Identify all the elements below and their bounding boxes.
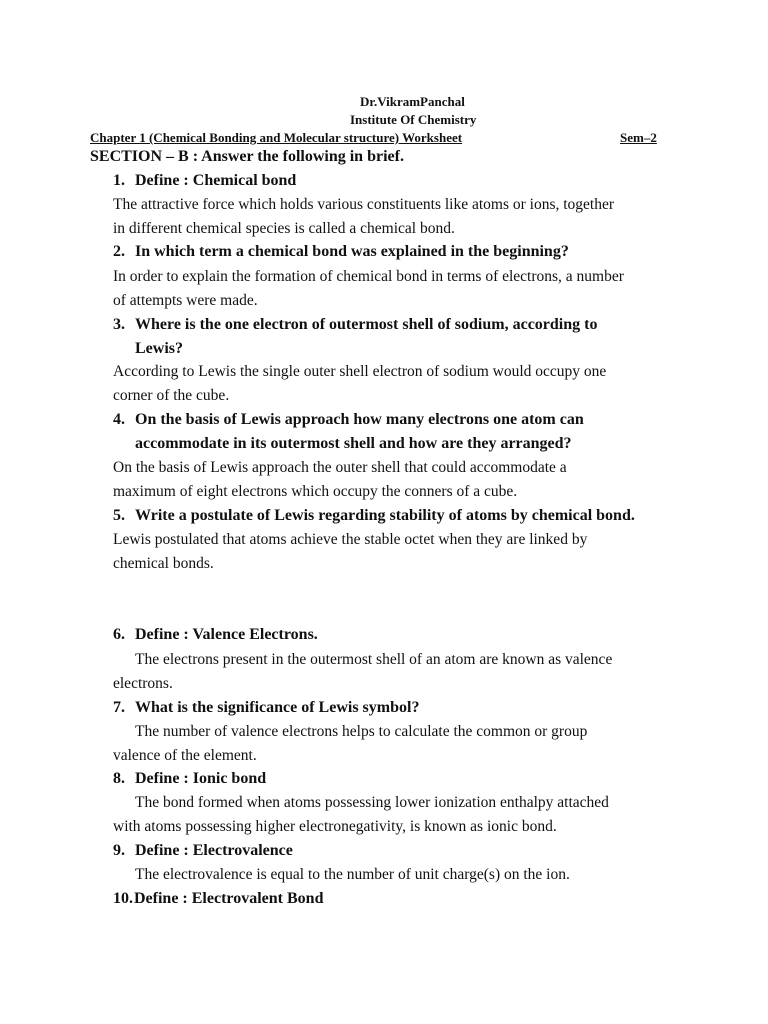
question-text: Define : Electrovalent Bond (134, 890, 324, 907)
question-7 (113, 696, 419, 720)
question-8 (113, 767, 266, 791)
answer-line: electrons. (113, 675, 173, 692)
answer-3 (113, 360, 606, 408)
question-9 (113, 839, 293, 863)
answer-line: valence of the element. (113, 747, 257, 764)
answer-line: The bond formed when atoms possessing lower ionization enthalpy attached (135, 794, 609, 811)
answer-line: in different chemical species is called a chemical bond. (113, 220, 455, 237)
answer-5 (113, 528, 587, 576)
question-text: Define : Ionic bond (135, 770, 267, 787)
question-text: Define : Electrovalence (135, 842, 293, 859)
answer-7 (113, 720, 587, 768)
question-number: 7. (113, 699, 125, 716)
question-text: On the basis of Lewis approach how many electrons one atom can (135, 411, 584, 428)
question-number: 4. (113, 411, 125, 428)
question-text: Define : Chemical bond (135, 172, 297, 189)
answer-2 (113, 265, 624, 313)
answer-line: The number of valence electrons helps to calculate the common or group (135, 723, 588, 740)
question-1 (113, 169, 296, 193)
author-name: Dr.VikramPanchal (360, 94, 465, 109)
institute-name: Institute Of Chemistry (350, 112, 477, 127)
question-4 (113, 408, 584, 456)
answer-line: chemical bonds. (113, 555, 214, 572)
answer-line: maximum of eight electrons which occupy the conners of a cube. (113, 483, 518, 500)
question-text: Write a postulate of Lewis regarding stability of atoms by chemical bond. (135, 507, 635, 524)
question-number: 3. (113, 316, 125, 333)
question-text: What is the significance of Lewis symbol? (135, 699, 420, 716)
question-6 (113, 623, 318, 647)
semester-label: Sem–2 (620, 130, 657, 145)
question-3 (113, 313, 597, 361)
section-title: SECTION – B : Answer the following in brief. (90, 148, 404, 165)
answer-line: In order to explain the formation of chemical bond in terms of electrons, a number (113, 268, 624, 285)
question-number: 6. (113, 626, 125, 643)
question-number: 5. (113, 507, 125, 524)
answer-line: The electrovalence is equal to the number of unit charge(s) on the ion. (135, 866, 570, 883)
question-number: 1. (113, 172, 125, 189)
chapter-title: Chapter 1 (Chemical Bonding and Molecular structure) Worksheet (90, 130, 463, 145)
question-number: 9. (113, 842, 125, 859)
question-text: Where is the one electron of outermost shell of sodium, according to (135, 316, 598, 333)
question-text-continued: accommodate in its outermost shell and how are they arranged? (135, 435, 572, 452)
question-5 (113, 504, 635, 528)
answer-8 (113, 791, 609, 839)
answer-line: According to Lewis the single outer shell electron of sodium would occupy one (113, 363, 607, 380)
answer-line: with atoms possessing higher electronegativity, is known as ionic bond. (113, 818, 557, 835)
answer-1 (113, 193, 614, 241)
question-text-continued: Lewis? (135, 340, 183, 357)
answer-line: Lewis postulated that atoms achieve the stable octet when they are linked by (113, 531, 588, 548)
answer-line: On the basis of Lewis approach the outer shell that could accommodate a (113, 459, 567, 476)
answer-line: The electrons present in the outermost shell of an atom are known as valence (135, 651, 613, 668)
question-number: 10. (113, 890, 133, 907)
answer-line: The attractive force which holds various constituents like atoms or ions, together (113, 196, 615, 213)
question-text: In which term a chemical bond was explained in the beginning? (135, 243, 569, 260)
question-10 (113, 887, 323, 911)
answer-4 (113, 456, 567, 504)
answer-line: corner of the cube. (113, 387, 230, 404)
question-text: Define : Valence Electrons. (135, 626, 318, 643)
question-number: 2. (113, 243, 125, 260)
question-number: 8. (113, 770, 125, 787)
answer-9 (113, 863, 570, 887)
answer-line: of attempts were made. (113, 292, 258, 309)
answer-6 (113, 648, 612, 696)
question-2 (113, 240, 569, 264)
